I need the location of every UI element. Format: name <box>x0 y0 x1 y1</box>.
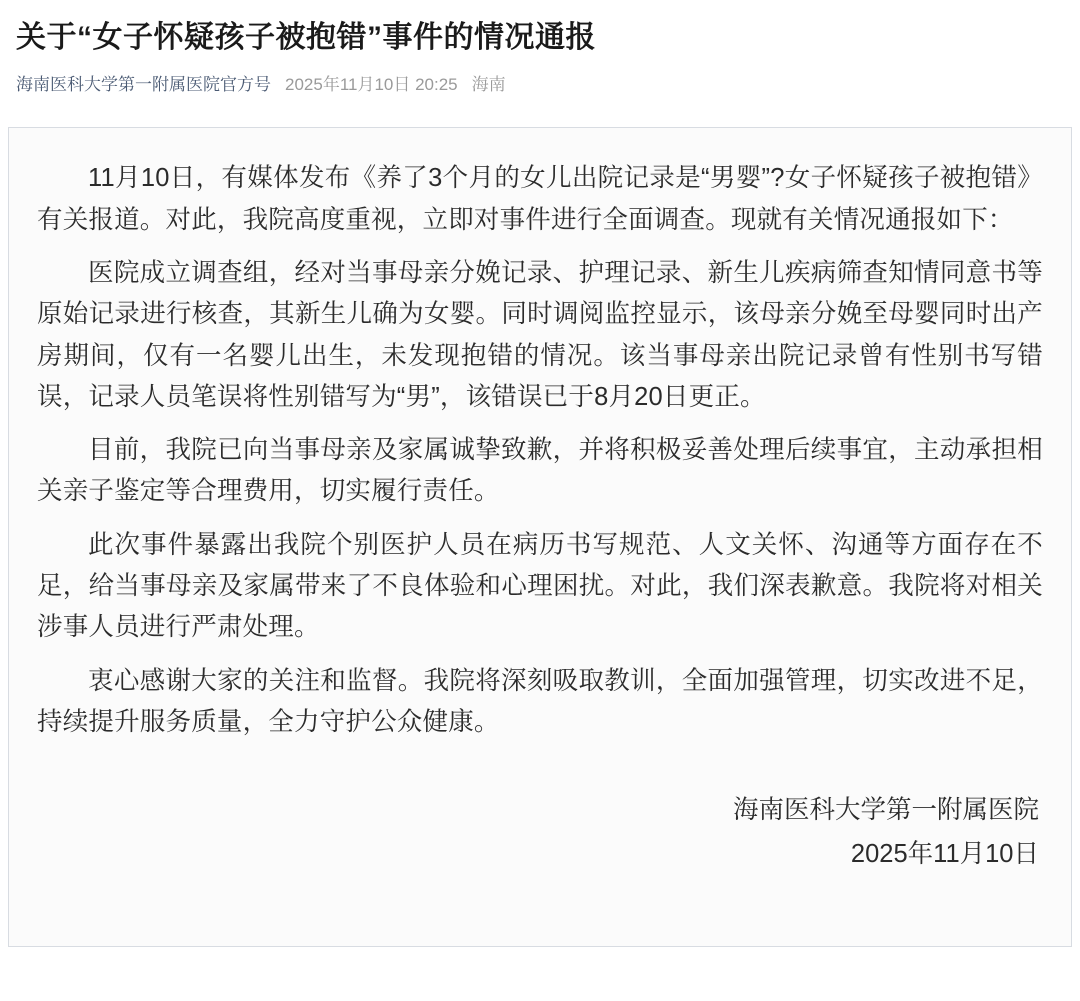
article-paragraph: 此次事件暴露出我院个别医护人员在病历书写规范、人文关怀、沟通等方面存在不足，给当事母亲及家属带来了不良体验和心理困扰。对此，我们深表歉意。我院将对相关涉事人员进行严肃处理。 <box>37 530 1043 642</box>
page-title: 关于“女子怀疑孩子被抱错”事件的情况通报 <box>16 21 596 54</box>
article-source[interactable]: 海南医科大学第一附属医院官方号 <box>16 75 271 94</box>
article-paragraph: 衷心感谢大家的关注和监督。我院将深刻吸取教训，全面加强管理，切实改进不足，持续提升服务质量，全力守护公众健康。 <box>37 666 1043 736</box>
article-date: 2025年11月10日 20:25 <box>285 75 458 94</box>
signature-organization: 海南医科大学第一附属医院 <box>732 796 1039 825</box>
article-paragraph: 11月10日，有媒体发布《养了3个月的女儿出院记录是“男婴”?女子怀疑孩子被抱错》有关报道。对此，我院高度重视，立即对事件进行全面调查。现就有关情况通报如下： <box>37 164 1043 234</box>
article-meta <box>0 57 1080 95</box>
article-paragraph: 医院成立调查组，经对当事母亲分娩记录、护理记录、新生儿疾病筛查知情同意书等原始记录进行核查，其新生儿确为女婴。同时调阅监控显示，该母亲分娩至母婴同时出产房期间，仅有一名婴儿出生，未发现抱错的情况。该当事母亲出院记录曾有性别书写错误，记录人员笔误将性别错写为“男”，该错误已于8月20日更正。 <box>37 258 1043 411</box>
signature-date: 2025年11月10日 <box>850 839 1039 868</box>
article-paragraph: 目前，我院已向当事母亲及家属诚挚致歉，并将积极妥善处理后续事宜，主动承担相关亲子鉴定等合理费用，切实履行责任。 <box>37 436 1043 506</box>
article-location: 海南 <box>471 75 506 94</box>
article-body-card <box>8 127 1072 947</box>
signature-block <box>37 789 1043 876</box>
